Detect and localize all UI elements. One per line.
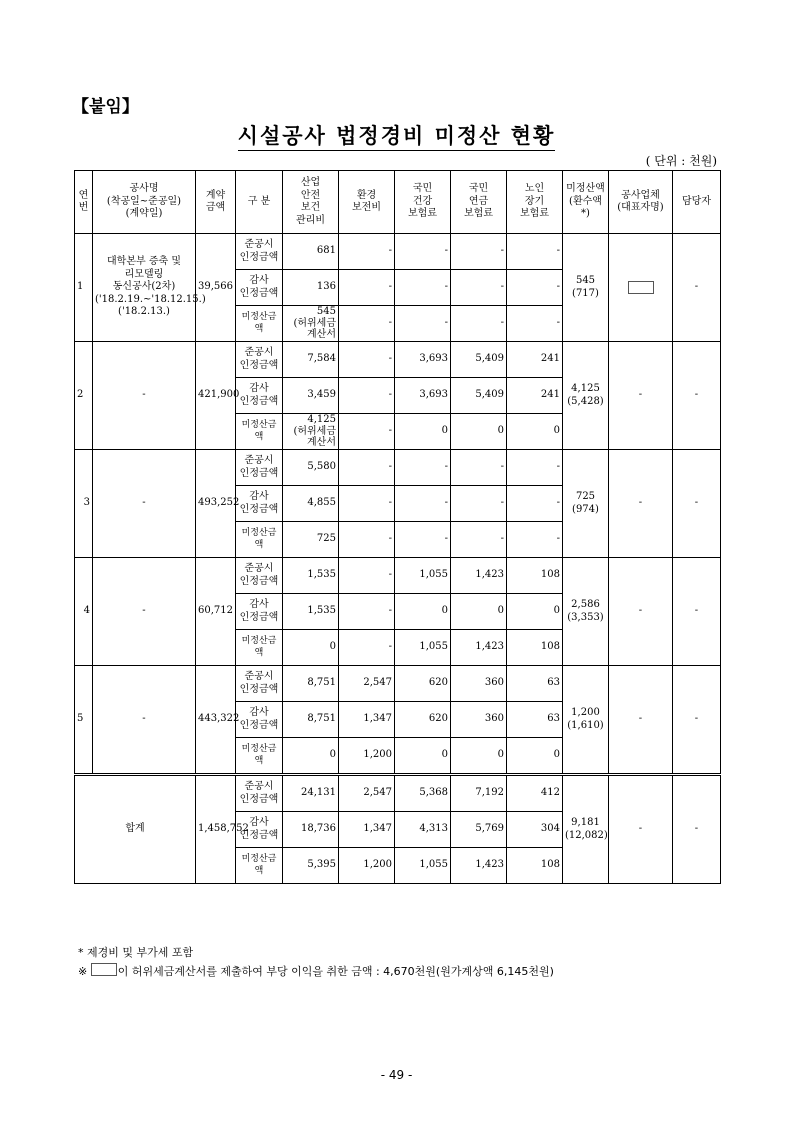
project-name: 대학본부 증축 및 리모델링 동신공사(2차) ('18.2.19.~'18.12.15.) ('18.2.13.) (93, 234, 196, 342)
manager: - (673, 234, 721, 342)
cost-table (74, 170, 721, 884)
env-cost: - (339, 486, 395, 522)
company: - (609, 666, 673, 775)
unsettled-amount: 2,586 (3,353) (563, 558, 609, 666)
row-type: 감사 인정금액 (236, 594, 283, 630)
header-row (75, 171, 721, 234)
health-ins: 1,055 (395, 848, 451, 884)
env-cost: 2,547 (339, 666, 395, 702)
health-ins: 3,693 (395, 342, 451, 378)
safety-cost: 24,131 (283, 775, 339, 812)
header-health: 국민 건강 보험료 (395, 171, 451, 234)
safety-cost: 136 (283, 270, 339, 306)
safety-cost: 8,751 (283, 702, 339, 738)
project-name: - (93, 342, 196, 450)
header-manager: 담당자 (673, 171, 721, 234)
health-ins: - (395, 306, 451, 342)
env-cost: 1,347 (339, 702, 395, 738)
row-type: 미정산금액 (236, 848, 283, 884)
row-type: 미정산금액 (236, 630, 283, 666)
row-no: 4 (75, 558, 93, 666)
health-ins: 620 (395, 702, 451, 738)
table-row (75, 450, 721, 486)
company: - (609, 775, 673, 884)
env-cost: 1,200 (339, 738, 395, 775)
safety-cost: 681 (283, 234, 339, 270)
unsettled-amount: 9,181 (12,082) (563, 775, 609, 884)
unit-label: ( 단위 : 천원) (645, 154, 717, 168)
page-number: - 49 - (380, 1068, 413, 1082)
title-text: 시설공사 법정경비 미정산 현황 (238, 123, 556, 151)
care-ins: 0 (507, 594, 563, 630)
care-ins: - (507, 486, 563, 522)
pension-ins: 360 (451, 666, 507, 702)
row-type: 감사 인정금액 (236, 378, 283, 414)
pension-ins: 7,192 (451, 775, 507, 812)
note-2 (78, 962, 554, 981)
safety-cost: 18,736 (283, 812, 339, 848)
pension-ins: 360 (451, 702, 507, 738)
health-ins: 5,368 (395, 775, 451, 812)
safety-cost: 4,855 (283, 486, 339, 522)
health-ins: - (395, 234, 451, 270)
contract-amount: 493,252 (196, 450, 236, 558)
manager: - (673, 775, 721, 884)
env-cost: 2,547 (339, 775, 395, 812)
env-cost: - (339, 306, 395, 342)
manager: - (673, 558, 721, 666)
project-name: - (93, 558, 196, 666)
note-1: * 제경비 및 부가세 포함 (78, 946, 194, 959)
header-care: 노인 장기 보험료 (507, 171, 563, 234)
env-cost: - (339, 594, 395, 630)
care-ins: 63 (507, 666, 563, 702)
project-name: - (93, 666, 196, 775)
contract-amount: 443,322 (196, 666, 236, 775)
safety-cost: 7,584 (283, 342, 339, 378)
table-row (75, 234, 721, 270)
header-project: 공사명 (착공일~준공일) (계약일) (93, 171, 196, 234)
pension-ins: - (451, 234, 507, 270)
care-ins: 108 (507, 848, 563, 884)
safety-cost: 725 (283, 522, 339, 558)
health-ins: 4,313 (395, 812, 451, 848)
row-type: 미정산금액 (236, 306, 283, 342)
row-type: 미정산금액 (236, 522, 283, 558)
contract-amount: 60,712 (196, 558, 236, 666)
health-ins: 3,693 (395, 378, 451, 414)
row-no: 3 (75, 450, 93, 558)
company (609, 234, 673, 342)
header-safety: 산업 안전 보건 관리비 (283, 171, 339, 234)
env-cost: - (339, 234, 395, 270)
pension-ins: - (451, 450, 507, 486)
header-unsettled: 미정산액 (환수액*) (563, 171, 609, 234)
row-type: 준공시 인정금액 (236, 775, 283, 812)
care-ins: 0 (507, 738, 563, 775)
table-row (75, 342, 721, 378)
health-ins: - (395, 522, 451, 558)
pension-ins: 5,409 (451, 378, 507, 414)
row-type: 준공시 인정금액 (236, 666, 283, 702)
care-ins: 241 (507, 378, 563, 414)
unsettled-amount: 4,125 (5,428) (563, 342, 609, 450)
manager: - (673, 342, 721, 450)
care-ins: 108 (507, 630, 563, 666)
row-no: 5 (75, 666, 93, 775)
page-title (0, 120, 793, 150)
row-no: 2 (75, 342, 93, 450)
row-type: 준공시 인정금액 (236, 234, 283, 270)
env-cost: - (339, 270, 395, 306)
header-pension: 국민 연금 보험료 (451, 171, 507, 234)
safety-cost: 0 (283, 738, 339, 775)
row-type: 감사 인정금액 (236, 486, 283, 522)
env-cost: - (339, 522, 395, 558)
care-ins: 241 (507, 342, 563, 378)
manager: - (673, 450, 721, 558)
row-type: 준공시 인정금액 (236, 558, 283, 594)
company: - (609, 450, 673, 558)
health-ins: 1,055 (395, 558, 451, 594)
masked-company-stamp (91, 963, 117, 976)
env-cost: 1,347 (339, 812, 395, 848)
care-ins: 63 (507, 702, 563, 738)
env-cost: 1,200 (339, 848, 395, 884)
env-cost: - (339, 414, 395, 450)
header-env: 환경 보전비 (339, 171, 395, 234)
pension-ins: - (451, 270, 507, 306)
contract-amount: 1,458,752 (196, 775, 236, 884)
care-ins: - (507, 450, 563, 486)
pension-ins: 5,409 (451, 342, 507, 378)
header-company: 공사업체 (대표자명) (609, 171, 673, 234)
contract-amount: 39,566 (196, 234, 236, 342)
header-contract: 계약 금액 (196, 171, 236, 234)
care-ins: 304 (507, 812, 563, 848)
env-cost: - (339, 342, 395, 378)
row-type: 감사 인정금액 (236, 812, 283, 848)
safety-cost: 3,459 (283, 378, 339, 414)
row-no: 1 (75, 234, 93, 342)
row-type: 감사 인정금액 (236, 702, 283, 738)
company: - (609, 558, 673, 666)
care-ins: 0 (507, 414, 563, 450)
safety-cost: 545 (허위세금 계산서 (283, 306, 339, 342)
health-ins: 1,055 (395, 630, 451, 666)
health-ins: 0 (395, 594, 451, 630)
safety-cost: 4,125 (허위세금 계산서 (283, 414, 339, 450)
unsettled-amount: 725 (974) (563, 450, 609, 558)
total-label: 합계 (75, 775, 196, 884)
care-ins: 108 (507, 558, 563, 594)
header-category: 구 분 (236, 171, 283, 234)
env-cost: - (339, 558, 395, 594)
company: - (609, 342, 673, 450)
masked-stamp (628, 281, 654, 294)
pension-ins: 1,423 (451, 848, 507, 884)
health-ins: - (395, 270, 451, 306)
table-body (75, 234, 721, 884)
safety-cost: 0 (283, 630, 339, 666)
safety-cost: 5,580 (283, 450, 339, 486)
pension-ins: 0 (451, 414, 507, 450)
care-ins: - (507, 234, 563, 270)
env-cost: - (339, 630, 395, 666)
header-no: 연번 (75, 171, 93, 234)
health-ins: - (395, 450, 451, 486)
table-row (75, 666, 721, 702)
safety-cost: 1,535 (283, 594, 339, 630)
unsettled-amount: 1,200 (1,610) (563, 666, 609, 775)
safety-cost: 5,395 (283, 848, 339, 884)
health-ins: 620 (395, 666, 451, 702)
safety-cost: 8,751 (283, 666, 339, 702)
care-ins: - (507, 306, 563, 342)
env-cost: - (339, 378, 395, 414)
health-ins: - (395, 486, 451, 522)
care-ins: 412 (507, 775, 563, 812)
row-type: 미정산금액 (236, 414, 283, 450)
project-name: - (93, 450, 196, 558)
health-ins: 0 (395, 414, 451, 450)
notes (78, 943, 554, 981)
contract-amount: 421,900 (196, 342, 236, 450)
safety-cost: 1,535 (283, 558, 339, 594)
attachment-label: 【붙임】 (72, 97, 139, 117)
table-row (75, 558, 721, 594)
row-type: 준공시 인정금액 (236, 450, 283, 486)
manager: - (673, 666, 721, 775)
health-ins: 0 (395, 738, 451, 775)
pension-ins: 0 (451, 738, 507, 775)
table-row (75, 775, 721, 812)
env-cost: - (339, 450, 395, 486)
pension-ins: - (451, 306, 507, 342)
pension-ins: - (451, 486, 507, 522)
row-type: 감사 인정금액 (236, 270, 283, 306)
pension-ins: - (451, 522, 507, 558)
row-type: 준공시 인정금액 (236, 342, 283, 378)
care-ins: - (507, 270, 563, 306)
pension-ins: 5,769 (451, 812, 507, 848)
pension-ins: 0 (451, 594, 507, 630)
pension-ins: 1,423 (451, 558, 507, 594)
row-type: 미정산금액 (236, 738, 283, 775)
note-2-text: 이 허위세금계산서를 제출하여 부당 이익을 취한 금액 : 4,670천원(원가계상액 6,145천원) (117, 965, 554, 978)
unsettled-amount: 545 (717) (563, 234, 609, 342)
care-ins: - (507, 522, 563, 558)
pension-ins: 1,423 (451, 630, 507, 666)
note-2-prefix: ※ (78, 965, 91, 978)
